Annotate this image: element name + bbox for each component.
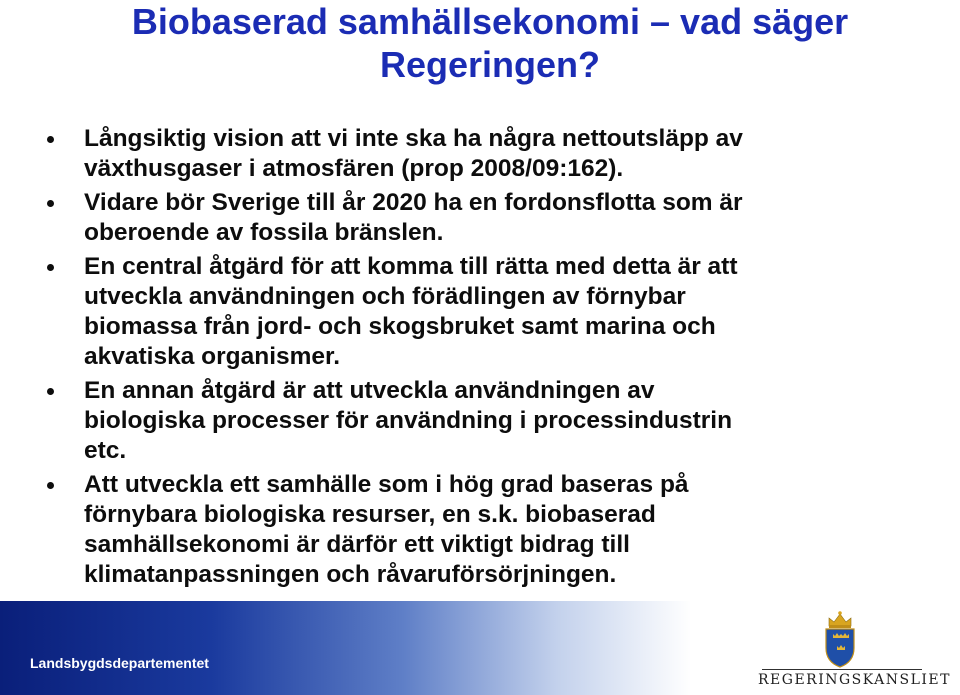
bullet-dot-icon (47, 388, 54, 395)
bullet-line: klimatanpassningen och råvaruförsörjningen. (84, 561, 617, 588)
swedish-crown-shield-icon (820, 610, 860, 668)
title-line-2: Regeringen? (379, 44, 601, 85)
bullet-line: utveckla användningen och förädlingen av förnybar (84, 283, 686, 310)
bullet-item (47, 470, 927, 590)
bullet-line: akvatiska organismer. (84, 343, 341, 370)
bullet-line: samhällsekonomi är därför ett viktigt bidrag till (84, 531, 630, 558)
bullet-dot-icon (47, 200, 54, 207)
slide-title (60, 0, 920, 86)
bullet-item (47, 188, 927, 248)
logo-text: REGERINGSKANSLIET (758, 672, 951, 688)
bullet-list (47, 124, 927, 594)
bullet-item (47, 124, 927, 184)
bullet-line: Vidare bör Sverige till år 2020 ha en fordonsflotta som är (84, 189, 743, 216)
bullet-line: etc. (84, 437, 127, 464)
bullet-dot-icon (47, 264, 54, 271)
bullet-item (47, 376, 927, 466)
logo-divider (762, 669, 922, 670)
bullet-line: växthusgaser i atmosfären (prop 2008/09:162). (84, 155, 624, 182)
title-line-1: Biobaserad samhällsekonomi – vad säger (131, 1, 849, 42)
bullet-line: biologiska processer för användning i processindustrin (84, 407, 733, 434)
regeringskansliet-logo (758, 610, 951, 690)
bullet-line: En annan åtgärd är att utveckla användningen av (84, 377, 655, 404)
bullet-line: Långsiktig vision att vi inte ska ha några nettoutsläpp av (84, 125, 743, 152)
bullet-item (47, 252, 927, 372)
bullet-line: Att utveckla ett samhälle som i hög grad baseras på (84, 471, 689, 498)
bullet-dot-icon (47, 136, 54, 143)
bullet-line: oberoende av fossila bränslen. (84, 219, 444, 246)
bullet-line: förnybara biologiska resurser, en s.k. biobaserad (84, 501, 656, 528)
bullet-line: biomassa från jord- och skogsbruket samt marina och (84, 313, 716, 340)
bullet-line: En central åtgärd för att komma till rätta med detta är att (84, 253, 738, 280)
bullet-dot-icon (47, 482, 54, 489)
department-name: Landsbygdsdepartementet (30, 655, 209, 671)
